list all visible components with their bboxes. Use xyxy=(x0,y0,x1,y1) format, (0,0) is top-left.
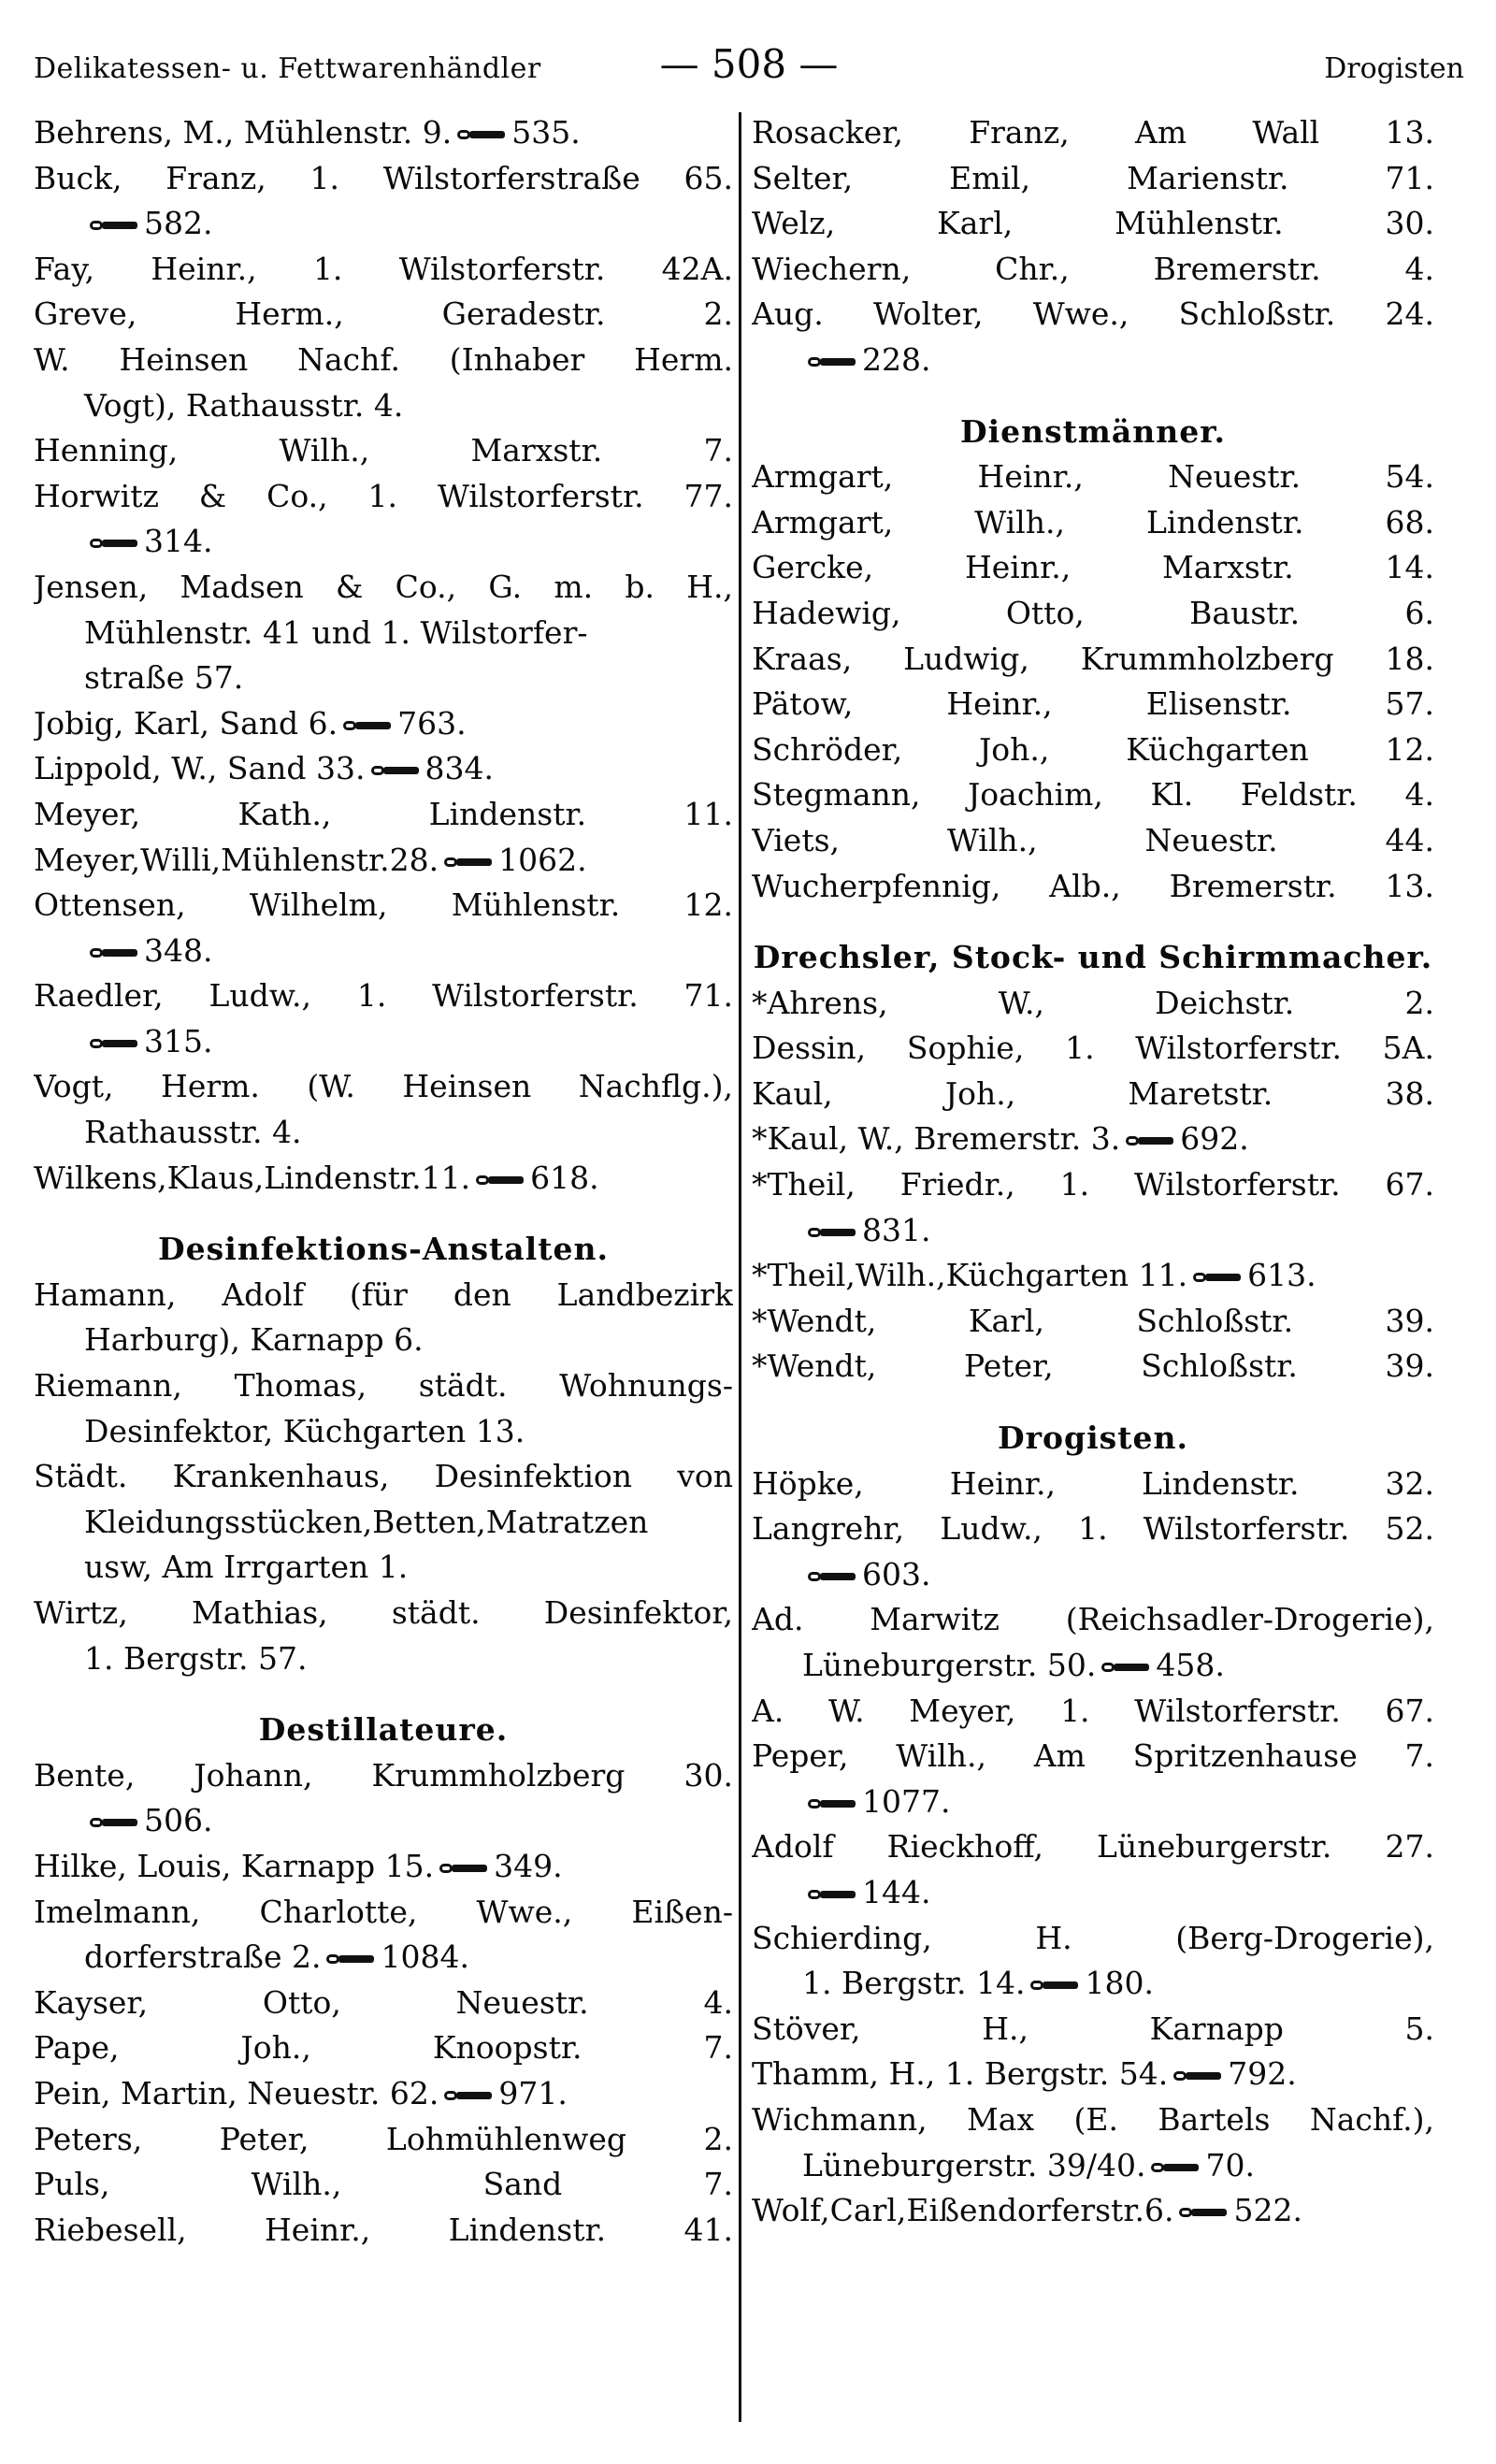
phone-number: 522. xyxy=(1233,2192,1302,2229)
directory-line xyxy=(34,1318,733,1363)
directory-line xyxy=(752,1689,1434,1735)
phone-number: 582. xyxy=(144,205,213,242)
entry-text: Hadewig, Otto, Baustr. 6. xyxy=(752,594,1434,631)
directory-line xyxy=(752,156,1434,202)
directory-line xyxy=(752,1916,1434,1962)
directory-line xyxy=(34,383,733,429)
directory-line xyxy=(752,500,1434,546)
entry-text: Kraas, Ludwig, Krummholzberg 18. xyxy=(752,640,1434,677)
entry-text: Ad. Marwitz (Reichsadler-Drogerie), xyxy=(752,1601,1434,1638)
entry-text: Welz, Karl, Mühlenstr. 30. xyxy=(752,205,1434,242)
entry-text: *Kaul, W., Bremerstr. 3. xyxy=(752,1120,1121,1158)
column-divider xyxy=(739,112,741,2422)
directory-line xyxy=(752,818,1434,864)
entry-text: Langrehr, Ludw., 1. Wilstorferstr. 52. xyxy=(752,1510,1434,1548)
entry-text: Aug. Wolter, Wwe., Schloßstr. 24. xyxy=(752,295,1434,333)
directory-line xyxy=(34,292,733,338)
telephone-icon xyxy=(442,854,495,871)
directory-line xyxy=(752,1462,1434,1507)
directory-line xyxy=(34,565,733,611)
phone-number: 144. xyxy=(862,1873,931,1910)
entry-text: W. Heinsen Nachf. (Inhaber Herm. xyxy=(34,340,733,378)
telephone-icon xyxy=(806,1795,858,1812)
entry-text: 1. Bergstr. 14. xyxy=(802,1965,1026,2002)
directory-line xyxy=(752,1072,1434,1117)
directory-line xyxy=(34,1454,733,1500)
directory-line xyxy=(34,247,733,293)
phone-number: 535. xyxy=(511,114,581,151)
entry-text: Pein, Martin, Neuestr. 62. xyxy=(34,2074,439,2111)
left-column xyxy=(34,110,733,2253)
directory-line xyxy=(34,1636,733,1682)
section-spacer xyxy=(752,383,1434,410)
directory-line xyxy=(752,110,1434,156)
entry-text: Lüneburgerstr. 39/40. xyxy=(802,2146,1146,2183)
directory-line xyxy=(752,1253,1434,1299)
telephone-icon xyxy=(1177,2204,1230,2221)
entry-text: Fay, Heinr., 1. Wilstorferstr. 42A. xyxy=(34,250,733,287)
telephone-icon xyxy=(806,1224,858,1241)
phone-number: 692. xyxy=(1180,1120,1249,1158)
entry-text: Wolf,Carl,Eißendorferstr.6. xyxy=(752,2192,1174,2229)
entry-text: Dessin, Sophie, 1. Wilstorferstr. 5A. xyxy=(752,1030,1434,1067)
telephone-icon xyxy=(369,762,422,779)
telephone-icon xyxy=(88,1814,140,1831)
directory-line xyxy=(34,1935,733,1981)
entry-text: Wucherpfennig, Alb., Bremerstr. 13. xyxy=(752,867,1434,904)
phone-number: 349. xyxy=(494,1847,563,1884)
entry-text: Jensen, Madsen & Co., G. m. b. H., xyxy=(34,568,733,605)
directory-line xyxy=(752,2007,1434,2053)
entry-text: Rathausstr. 4. xyxy=(84,1114,302,1151)
entry-text: Gercke, Heinr., Marxstr. 14. xyxy=(752,549,1434,586)
entry-text: straße 57. xyxy=(84,659,244,697)
section-heading: Drogisten. xyxy=(998,1419,1188,1457)
entry-text: Buck, Franz, 1. Wilstorferstraße 65. xyxy=(34,159,733,196)
directory-line xyxy=(752,864,1434,910)
entry-text: *Theil, Friedr., 1. Wilstorferstr. 67. xyxy=(752,1166,1434,1203)
telephone-icon xyxy=(806,353,858,370)
entry-text: Selter, Emil, Marienstr. 71. xyxy=(752,159,1434,196)
directory-line xyxy=(34,656,733,701)
directory-line xyxy=(752,981,1434,1027)
entry-text: Ottensen, Wilhelm, Mühlenstr. 12. xyxy=(34,886,733,924)
section-spacer xyxy=(34,1201,733,1227)
directory-line xyxy=(34,201,733,247)
directory-line xyxy=(752,1824,1434,1870)
directory-line xyxy=(34,2117,733,2163)
directory-line xyxy=(34,746,733,792)
directory-line xyxy=(34,1753,733,1799)
directory-line xyxy=(752,1162,1434,1208)
directory-line xyxy=(34,1798,733,1844)
entry-text: dorferstraße 2. xyxy=(84,1938,322,1976)
directory-line xyxy=(34,2208,733,2254)
directory-line xyxy=(752,1552,1434,1598)
directory-line xyxy=(752,591,1434,637)
entry-text: Schierding, H. (Berg-Drogerie), xyxy=(752,1919,1434,1956)
directory-line xyxy=(34,2162,733,2208)
entry-text: usw, Am Irrgarten 1. xyxy=(84,1549,409,1586)
entry-text: Viets, Wilh., Neuestr. 44. xyxy=(752,821,1434,858)
phone-number: 180. xyxy=(1085,1965,1154,2002)
directory-line xyxy=(34,110,733,156)
directory-line xyxy=(34,474,733,520)
phone-number: 613. xyxy=(1247,1257,1316,1294)
directory-line xyxy=(34,1409,733,1455)
entry-text: Schröder, Joh., Küchgarten 12. xyxy=(752,730,1434,768)
entry-text: Greve, Herm., Geradestr. 2. xyxy=(34,295,733,333)
entry-text: Lüneburgerstr. 50. xyxy=(802,1647,1097,1683)
directory-line xyxy=(34,338,733,383)
phone-number: 458. xyxy=(1156,1647,1225,1683)
telephone-icon xyxy=(806,1886,858,1903)
telephone-icon xyxy=(438,1860,490,1877)
directory-line xyxy=(34,929,733,974)
directory-line xyxy=(34,1110,733,1156)
phone-number: 831. xyxy=(862,1211,931,1248)
entry-text: Höpke, Heinr., Lindenstr. 32. xyxy=(752,1464,1434,1502)
telephone-icon xyxy=(1191,1269,1244,1286)
directory-line xyxy=(34,1064,733,1110)
entry-text: Pape, Joh., Knoopstr. 7. xyxy=(34,2029,733,2067)
directory-line xyxy=(34,1363,733,1409)
directory-line xyxy=(34,883,733,929)
section-spacer xyxy=(752,1390,1434,1416)
section-heading: Desinfektions-Anstalten. xyxy=(158,1231,609,1268)
section-spacer xyxy=(752,909,1434,935)
telephone-icon xyxy=(88,944,140,961)
phone-number: 603. xyxy=(862,1555,931,1592)
entry-text: *Theil,Wilh.,Küchgarten 11. xyxy=(752,1257,1188,1294)
directory-line xyxy=(34,611,733,656)
entry-text: Armgart, Wilh., Lindenstr. 68. xyxy=(752,503,1434,540)
phone-number: 348. xyxy=(144,931,213,969)
directory-line xyxy=(752,682,1434,728)
entry-text: Städt. Krankenhaus, Desinfektion von xyxy=(34,1458,733,1495)
phone-number: 618. xyxy=(530,1159,599,1196)
entry-text: Raedler, Ludw., 1. Wilstorferstr. 71. xyxy=(34,977,733,1015)
entry-text: Behrens, M., Mühlenstr. 9. xyxy=(34,114,453,151)
telephone-icon xyxy=(88,217,140,234)
entry-text: *Ahrens, W., Deichstr. 2. xyxy=(752,984,1434,1021)
directory-line xyxy=(752,637,1434,683)
directory-line xyxy=(752,201,1434,247)
directory-line xyxy=(752,1780,1434,1825)
directory-line xyxy=(34,2025,733,2071)
entry-text: 1. Bergstr. 57. xyxy=(84,1639,308,1677)
telephone-icon xyxy=(88,1035,140,1052)
directory-line xyxy=(752,454,1434,500)
running-head xyxy=(34,36,1464,88)
right-column xyxy=(752,110,1434,2234)
directory-line xyxy=(752,728,1434,773)
directory-line xyxy=(34,1591,733,1636)
phone-number: 228. xyxy=(862,340,931,378)
entry-text: Vogt, Herm. (W. Heinsen Nachflg.), xyxy=(34,1068,733,1105)
telephone-icon xyxy=(341,717,394,734)
entry-text: Lippold, W., Sand 33. xyxy=(34,750,366,787)
section-heading: Destillateure. xyxy=(258,1711,509,1749)
entry-text: Imelmann, Charlotte, Wwe., Eißen- xyxy=(34,1893,733,1930)
phone-number: 971. xyxy=(498,2074,568,2111)
phone-number: 1077. xyxy=(862,1782,951,1820)
entry-text: *Wendt, Peter, Schloßstr. 39. xyxy=(752,1347,1434,1385)
directory-line xyxy=(752,1870,1434,1916)
directory-line xyxy=(34,838,733,884)
directory-line xyxy=(34,1981,733,2026)
entry-text: Rosacker, Franz, Am Wall 13. xyxy=(752,114,1434,151)
entry-text: Stegmann, Joachim, Kl. Feldstr. 4. xyxy=(752,776,1434,814)
phone-number: 763. xyxy=(397,704,467,742)
telephone-icon xyxy=(1124,1132,1176,1149)
entry-text: Thamm, H., 1. Bergstr. 54. xyxy=(752,2055,1169,2093)
directory-line xyxy=(34,792,733,838)
directory-line xyxy=(34,1273,733,1318)
entry-text: Kleidungsstücken,Betten,Matratzen xyxy=(84,1503,649,1540)
entry-text: Harburg), Karnapp 6. xyxy=(84,1321,424,1359)
directory-line xyxy=(752,2052,1434,2097)
entry-text: Puls, Wilh., Sand 7. xyxy=(34,2166,733,2203)
directory-line xyxy=(752,1597,1434,1643)
section-heading: Drechsler, Stock- und Schirmmacher. xyxy=(753,939,1433,976)
directory-line xyxy=(34,1844,733,1890)
phone-number: 506. xyxy=(144,1802,213,1839)
directory-line xyxy=(752,1208,1434,1254)
directory-line xyxy=(34,701,733,747)
telephone-icon xyxy=(1100,1659,1152,1676)
entry-text: Henning, Wilh., Marxstr. 7. xyxy=(34,432,733,469)
entry-text: Adolf Rieckhoff, Lüneburgerstr. 27. xyxy=(752,1828,1434,1866)
entry-text: Kayser, Otto, Neuestr. 4. xyxy=(34,1983,733,2021)
directory-line xyxy=(34,1890,733,1936)
directory-line xyxy=(752,247,1434,293)
directory-line xyxy=(752,1344,1434,1390)
telephone-icon xyxy=(455,126,508,143)
entry-text: Desinfektor, Küchgarten 13. xyxy=(84,1412,525,1449)
entry-text: Mühlenstr. 41 und 1. Wilstorfer- xyxy=(84,613,588,651)
entry-text: Wiechern, Chr., Bremerstr. 4. xyxy=(752,250,1434,287)
entry-text: *Wendt, Karl, Schloßstr. 39. xyxy=(752,1302,1434,1339)
directory-line xyxy=(752,1961,1434,2007)
telephone-icon xyxy=(324,1951,377,1967)
directory-line xyxy=(34,1156,733,1202)
phone-number: 314. xyxy=(144,523,213,560)
entry-text: Horwitz & Co., 1. Wilstorferstr. 77. xyxy=(34,477,733,514)
entry-text: Peper, Wilh., Am Spritzenhause 7. xyxy=(752,1737,1434,1775)
directory-line xyxy=(752,1734,1434,1780)
telephone-icon xyxy=(1028,1977,1081,1994)
directory-line xyxy=(752,2143,1434,2189)
entry-text: Meyer, Kath., Lindenstr. 11. xyxy=(34,795,733,832)
directory-line xyxy=(34,156,733,202)
entry-text: Wirtz, Mathias, städt. Desinfektor, xyxy=(34,1594,733,1631)
header-right-title: Drogisten xyxy=(1324,52,1464,85)
directory-line xyxy=(34,1545,733,1591)
telephone-icon xyxy=(88,535,140,552)
entry-text: Riemann, Thomas, städt. Wohnungs- xyxy=(34,1367,733,1405)
telephone-icon xyxy=(1149,2159,1201,2176)
entry-text: Hamann, Adolf (für den Landbezirk xyxy=(34,1275,733,1313)
telephone-icon xyxy=(1172,2068,1224,2084)
phone-number: 70. xyxy=(1205,2146,1255,2183)
directory-line xyxy=(752,1026,1434,1072)
directory-line xyxy=(752,1643,1434,1689)
directory-line xyxy=(34,1019,733,1065)
directory-line xyxy=(752,1299,1434,1345)
entry-text: Hilke, Louis, Karnapp 15. xyxy=(34,1847,435,1884)
entry-text: Jobig, Karl, Sand 6. xyxy=(34,704,338,742)
entry-text: Wilkens,Klaus,Lindenstr.11. xyxy=(34,1159,471,1196)
entry-text: Peters, Peter, Lohmühlenweg 2. xyxy=(34,2120,733,2157)
entry-text: Wichmann, Max (E. Bartels Nachf.), xyxy=(752,2100,1434,2138)
telephone-icon xyxy=(474,1172,526,1189)
phone-number: 792. xyxy=(1228,2055,1297,2093)
page-number: — 508 — xyxy=(659,41,839,87)
directory-line xyxy=(34,519,733,565)
directory-line xyxy=(752,2097,1434,2143)
phone-number: 834. xyxy=(424,750,494,787)
directory-line xyxy=(34,1500,733,1546)
header-left-title: Delikatessen- u. Fettwarenhändler xyxy=(34,52,541,85)
entry-text: Kaul, Joh., Maretstr. 38. xyxy=(752,1074,1434,1112)
directory-line xyxy=(752,772,1434,818)
section-spacer xyxy=(34,1681,733,1708)
phone-number: 315. xyxy=(144,1022,213,1059)
entry-text: Pätow, Heinr., Elisenstr. 57. xyxy=(752,685,1434,723)
directory-line xyxy=(752,1506,1434,1552)
telephone-icon xyxy=(442,2087,495,2104)
directory-line xyxy=(752,1117,1434,1162)
directory-line xyxy=(752,545,1434,591)
entry-text: Bente, Johann, Krummholzberg 30. xyxy=(34,1756,733,1794)
section-heading: Dienstmänner. xyxy=(959,412,1227,450)
directory-line xyxy=(34,428,733,474)
directory-line xyxy=(752,2188,1434,2234)
entry-text: Meyer,Willi,Mühlenstr.28. xyxy=(34,841,439,878)
entry-text: Riebesell, Heinr., Lindenstr. 41. xyxy=(34,2211,733,2248)
directory-line xyxy=(34,973,733,1019)
directory-line xyxy=(752,338,1434,383)
entry-text: Stöver, H., Karnapp 5. xyxy=(752,2010,1434,2047)
entry-text: Vogt), Rathausstr. 4. xyxy=(84,386,404,424)
phone-number: 1062. xyxy=(498,841,587,878)
telephone-icon xyxy=(806,1568,858,1585)
entry-text: A. W. Meyer, 1. Wilstorferstr. 67. xyxy=(752,1692,1434,1729)
entry-text: Armgart, Heinr., Neuestr. 54. xyxy=(752,458,1434,496)
phone-number: 1084. xyxy=(381,1938,469,1976)
directory-line xyxy=(34,2071,733,2117)
directory-line xyxy=(752,292,1434,338)
